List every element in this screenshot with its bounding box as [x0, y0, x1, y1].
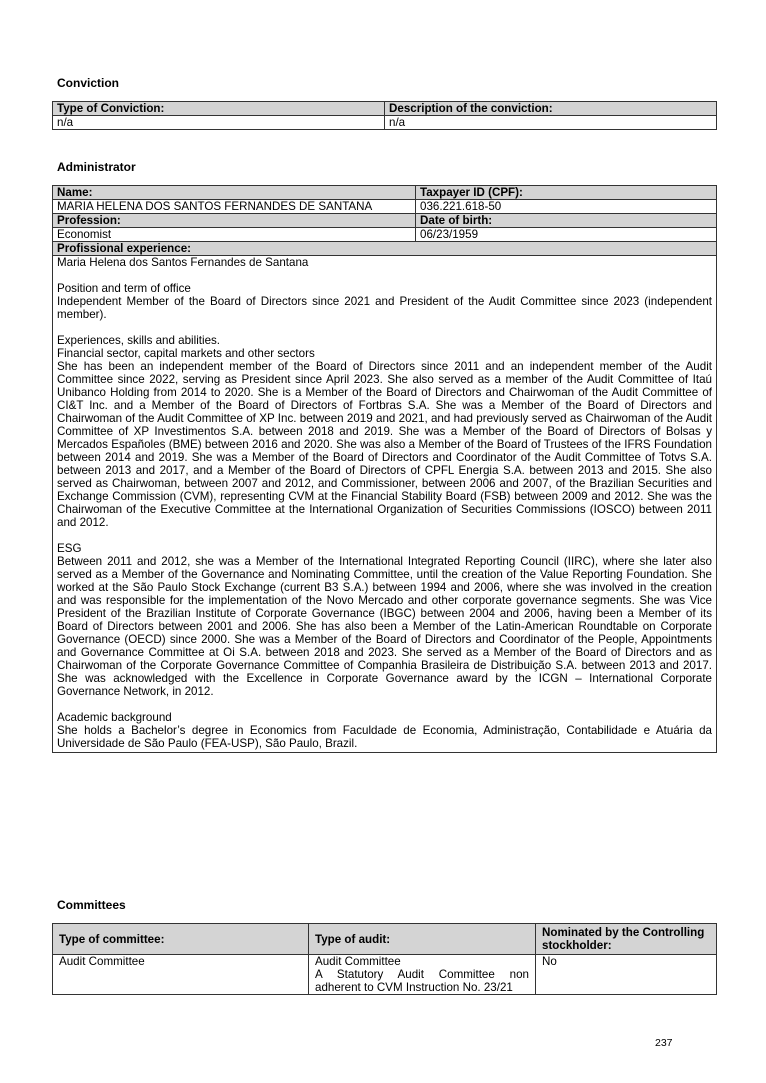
audit-type-line2: A Statutory Audit Committee non adherent to CVM Instruction No. 23/21	[315, 968, 529, 994]
date-of-birth-value: 06/23/1959	[416, 228, 717, 242]
table-row	[53, 200, 717, 214]
taxpayer-label: Taxpayer ID (CPF):	[416, 186, 717, 200]
conviction-title: Conviction	[57, 76, 119, 90]
esg-block	[57, 542, 712, 698]
academic-block	[57, 711, 712, 750]
profession-value: Economist	[53, 228, 416, 242]
nominated-header: Nominated by the Controlling stockholder:	[536, 924, 717, 955]
financial-heading: Financial sector, capital markets and other sectors	[57, 347, 315, 360]
administrator-table	[52, 185, 717, 753]
position-text: Independent Member of the Board of Directors since 2021 and President of the Audit Committee since 2023 (independent member).	[57, 295, 712, 321]
esg-heading: ESG	[57, 542, 82, 555]
skills-heading: Experiences, skills and abilities.	[57, 334, 221, 347]
position-block	[57, 282, 712, 321]
table-row	[53, 228, 717, 242]
name-value: MARIA HELENA DOS SANTOS FERNANDES DE SANTANA	[53, 200, 416, 214]
financial-text: She has been an independent member of the Board of Directors since 2011 and an independent member of the Audit Committee since 2022, serving as President since April 2023. She also served as a member of the Audit Committee of Itaú Unibanco Holding from 2014 to 2020. She is a Member of the Board of Directors and Chairwoman of the Audit Committee of CI&T Inc. and a Member of the Board of Directors of Fortbras S.A. She was a Member of the Board of Directors and Chairwoman of the Audit Committee of XP Inc. between 2019 and 2021, and had previously served as Chairwoman of the Audit Committee of XP Investimentos S.A. between 2018 and 2019. She was a Member of the Board of Directors of Bolsas y Mercados Españoles (BME) between 2016 and 2020. She was also a Member of the Board of Trustees of the IFRS Foundation between 2014 and 2019. She was a Member of the Board of Directors and Coordinator of the Audit Committee of Totvs S.A. between 2013 and 2017, and a Member of the Board of Directors of CPFL Energia S.A. between 2013 and 2015. She also served as Chairwoman, between 2007 and 2012, and Commissioner, between 2006 and 2007, of the Brazilian Securities and Exchange Commission (CVM), representing CVM at the Financial Stability Board (FSB) between 2009 and 2012. She was the Chairwoman of the Executive Committee at the International Organization of Securities Commissions (IOSCO) between 2011 and 2012.	[57, 360, 712, 529]
experience-label: Profissional experience:	[53, 242, 717, 256]
table-row	[53, 924, 717, 955]
name-label: Name:	[53, 186, 416, 200]
table-row	[53, 242, 717, 256]
table-row	[53, 186, 717, 200]
academic-text: She holds a Bachelor’s degree in Economics from Faculdade de Economia, Administração, Contabilidade e Atuária da Universidade de São Paulo (FEA-USP), São Paulo, Brazil.	[57, 724, 712, 750]
table-row	[53, 955, 717, 995]
conviction-type-value: n/a	[53, 116, 385, 130]
position-heading: Position and term of office	[57, 282, 191, 295]
committees-table	[52, 923, 717, 995]
committee-type-value: Audit Committee	[53, 955, 309, 995]
profession-label: Profession:	[53, 214, 416, 228]
table-row	[53, 256, 717, 753]
audit-type-value	[309, 955, 536, 995]
audit-type-line1: Audit Committee	[315, 955, 401, 968]
experience-content	[53, 256, 717, 753]
table-row	[53, 116, 717, 130]
page-number: 237	[655, 1037, 673, 1049]
table-row	[53, 214, 717, 228]
administrator-title: Administrator	[57, 160, 136, 174]
conviction-type-header: Type of Conviction:	[53, 102, 385, 116]
taxpayer-value: 036.221.618-50	[416, 200, 717, 214]
conviction-description-header: Description of the conviction:	[385, 102, 717, 116]
committee-type-header: Type of committee:	[53, 924, 309, 955]
conviction-description-value: n/a	[385, 116, 717, 130]
nominated-value: No	[536, 955, 717, 995]
experience-name: Maria Helena dos Santos Fernandes de Santana	[57, 256, 309, 269]
date-of-birth-label: Date of birth:	[416, 214, 717, 228]
skills-block	[57, 334, 712, 529]
committees-title: Committees	[57, 898, 126, 912]
conviction-table	[52, 101, 717, 130]
table-row	[53, 102, 717, 116]
audit-type-header: Type of audit:	[309, 924, 536, 955]
academic-heading: Academic background	[57, 711, 172, 724]
esg-text: Between 2011 and 2012, she was a Member of the International Integrated Reporting Council (IIRC), where she later also served as a Member of the Governance and Nominating Committee, until the creation of the Value Reporting Foundation. She worked at the São Paulo Stock Exchange (current B3 S.A.) between 1994 and 2006, where she was involved in the creation and was responsible for the implementation of the Novo Mercado and other corporate governance segments. She was Vice President of the Brazilian Institute of Corporate Governance (IBGC) between 2004 and 2006, having been a Member of its Board of Directors between 2001 and 2006. She has also been a Member of the Latin-American Roundtable on Corporate Governance (OECD) since 2000. She was a Member of the Board of Directors and Coordinator of the People, Appointments and Governance Committee at Oi S.A. between 2018 and 2023. She served as a Member of the Board of Directors and as Chairwoman of the Corporate Governance Committee of Companhia Brasileira de Distribuição S.A. between 2013 and 2017. She was acknowledged with the Excellence in Corporate Governance award by the ICGN – International Corporate Governance Network, in 2012.	[57, 555, 712, 698]
